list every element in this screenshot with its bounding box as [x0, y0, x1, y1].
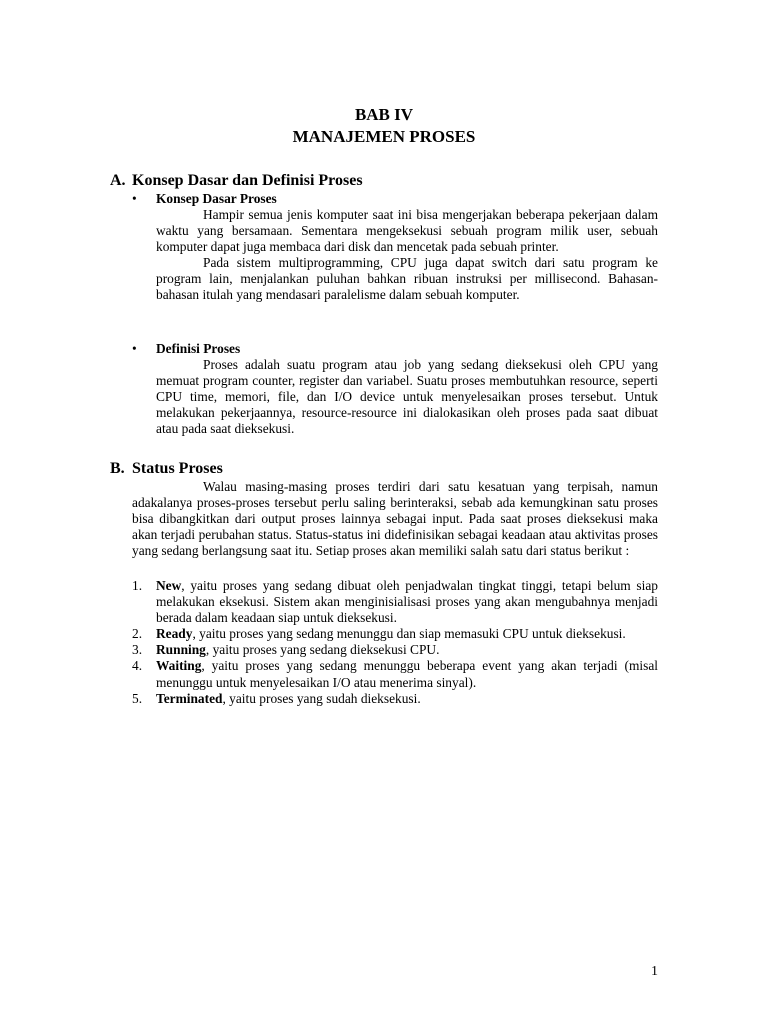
chapter-number: BAB IV: [354, 105, 414, 124]
list-item: [132, 658, 658, 690]
list-item: [132, 642, 658, 658]
paragraph: Hampir semua jenis komputer saat ini bisa mengerjakan beberapa pekerjaan dalam waktu yang bersamaan. Sementara mengeksekusi sebuah program milik user, sebuah komputer dapat juga membaca dari disk dan mencetak pada sebuah printer.: [156, 207, 658, 255]
status-description: , yaitu proses yang sedang dieksekusi CPU.: [205, 642, 440, 658]
subsection-definisi-title: Definisi Proses: [156, 341, 241, 356]
status-term: Running: [156, 642, 206, 658]
paragraph: Walau masing-masing proses terdiri dari satu kesatuan yang terpisah, namun adakalanya proses-proses tersebut perlu saling berinteraksi, sebab ada kemungkinan satu proses bisa dibangkitkan dari output proses lainnya sebagai input. Pada saat proses dieksekusi maka akan terjadi perubahan status. Status-status ini didefinisikan sebagai keadaan atau aktivitas proses yang sedang berlangsung saat itu. Setiap proses akan memiliki salah satu dari status berikut :: [132, 479, 658, 559]
status-description: , yaitu proses yang sudah dieksekusi.: [222, 690, 421, 706]
status-term: Terminated: [156, 690, 223, 706]
status-term: New: [156, 578, 182, 593]
subsection-definisi-heading: [132, 341, 240, 357]
status-description: , yaitu proses yang sedang menunggu dan siap memasuki CPU untuk dieksekusi.: [192, 626, 626, 642]
list-item-number: 3.: [132, 642, 143, 658]
section-b-heading: [110, 459, 223, 479]
status-term: Waiting: [156, 658, 202, 674]
list-item-number: 2.: [132, 626, 143, 642]
status-description: , yaitu proses yang sedang dibuat oleh penjadwalan tingkat tinggi, tetapi belum siap melakukan eksekusi. Sistem akan menginisialisasi proses yang akan mengubahnya menjadi berada dalam keadaan siap untuk dieksekusi.: [156, 578, 658, 626]
bullet-icon: •: [132, 191, 137, 206]
section-a-title: Konsep Dasar dan Definisi Proses: [132, 172, 363, 189]
list-item: [132, 578, 658, 626]
list-item-number: 5.: [132, 690, 143, 706]
status-term: Ready: [156, 626, 193, 642]
paragraph: Pada sistem multiprogramming, CPU juga dapat switch dari satu program ke program lain, menjalankan puluhan bahkan ribuan instruksi per millisecond. Bahasan-bahasan itulah yang mendasari paralelisme dalam sebuah komputer.: [156, 255, 658, 303]
definisi-proses-body: [156, 357, 658, 437]
list-item: [132, 626, 658, 642]
subsection-konsep-title: Konsep Dasar Proses: [156, 191, 277, 206]
list-item-number: 4.: [132, 658, 143, 674]
chapter-name: MANAJEMEN PROSES: [292, 127, 476, 146]
list-item: [132, 691, 658, 707]
status-proses-body: [132, 479, 658, 559]
status-list: [132, 578, 658, 707]
konsep-dasar-body: [156, 207, 658, 304]
chapter-title: [0, 104, 768, 148]
paragraph: Proses adalah suatu program atau job yang sedang dieksekusi oleh CPU yang memuat program counter, register dan variabel. Suatu proses membutuhkan resource, seperti CPU time, memori, file, dan I/O device untuk menyelesaikan proses tersebut. Untuk melakukan pekerjaannya, resource-resource ini dialokasikan oleh proses pada saat dibuat atau pada saat dieksekusi.: [156, 357, 658, 437]
section-b-title: Status Proses: [132, 460, 223, 477]
section-b-letter: B.: [110, 460, 125, 477]
list-item-number: 1.: [132, 578, 143, 593]
page-number: 1: [651, 964, 658, 979]
status-description: , yaitu proses yang sedang menunggu beberapa event yang akan terjadi (misal menunggu untuk menyelesaikan I/O atau menerima sinyal).: [156, 658, 658, 690]
section-a-letter: A.: [110, 172, 126, 189]
subsection-konsep-heading: [132, 191, 277, 207]
section-a-heading: [110, 171, 363, 191]
bullet-icon: •: [132, 341, 137, 356]
